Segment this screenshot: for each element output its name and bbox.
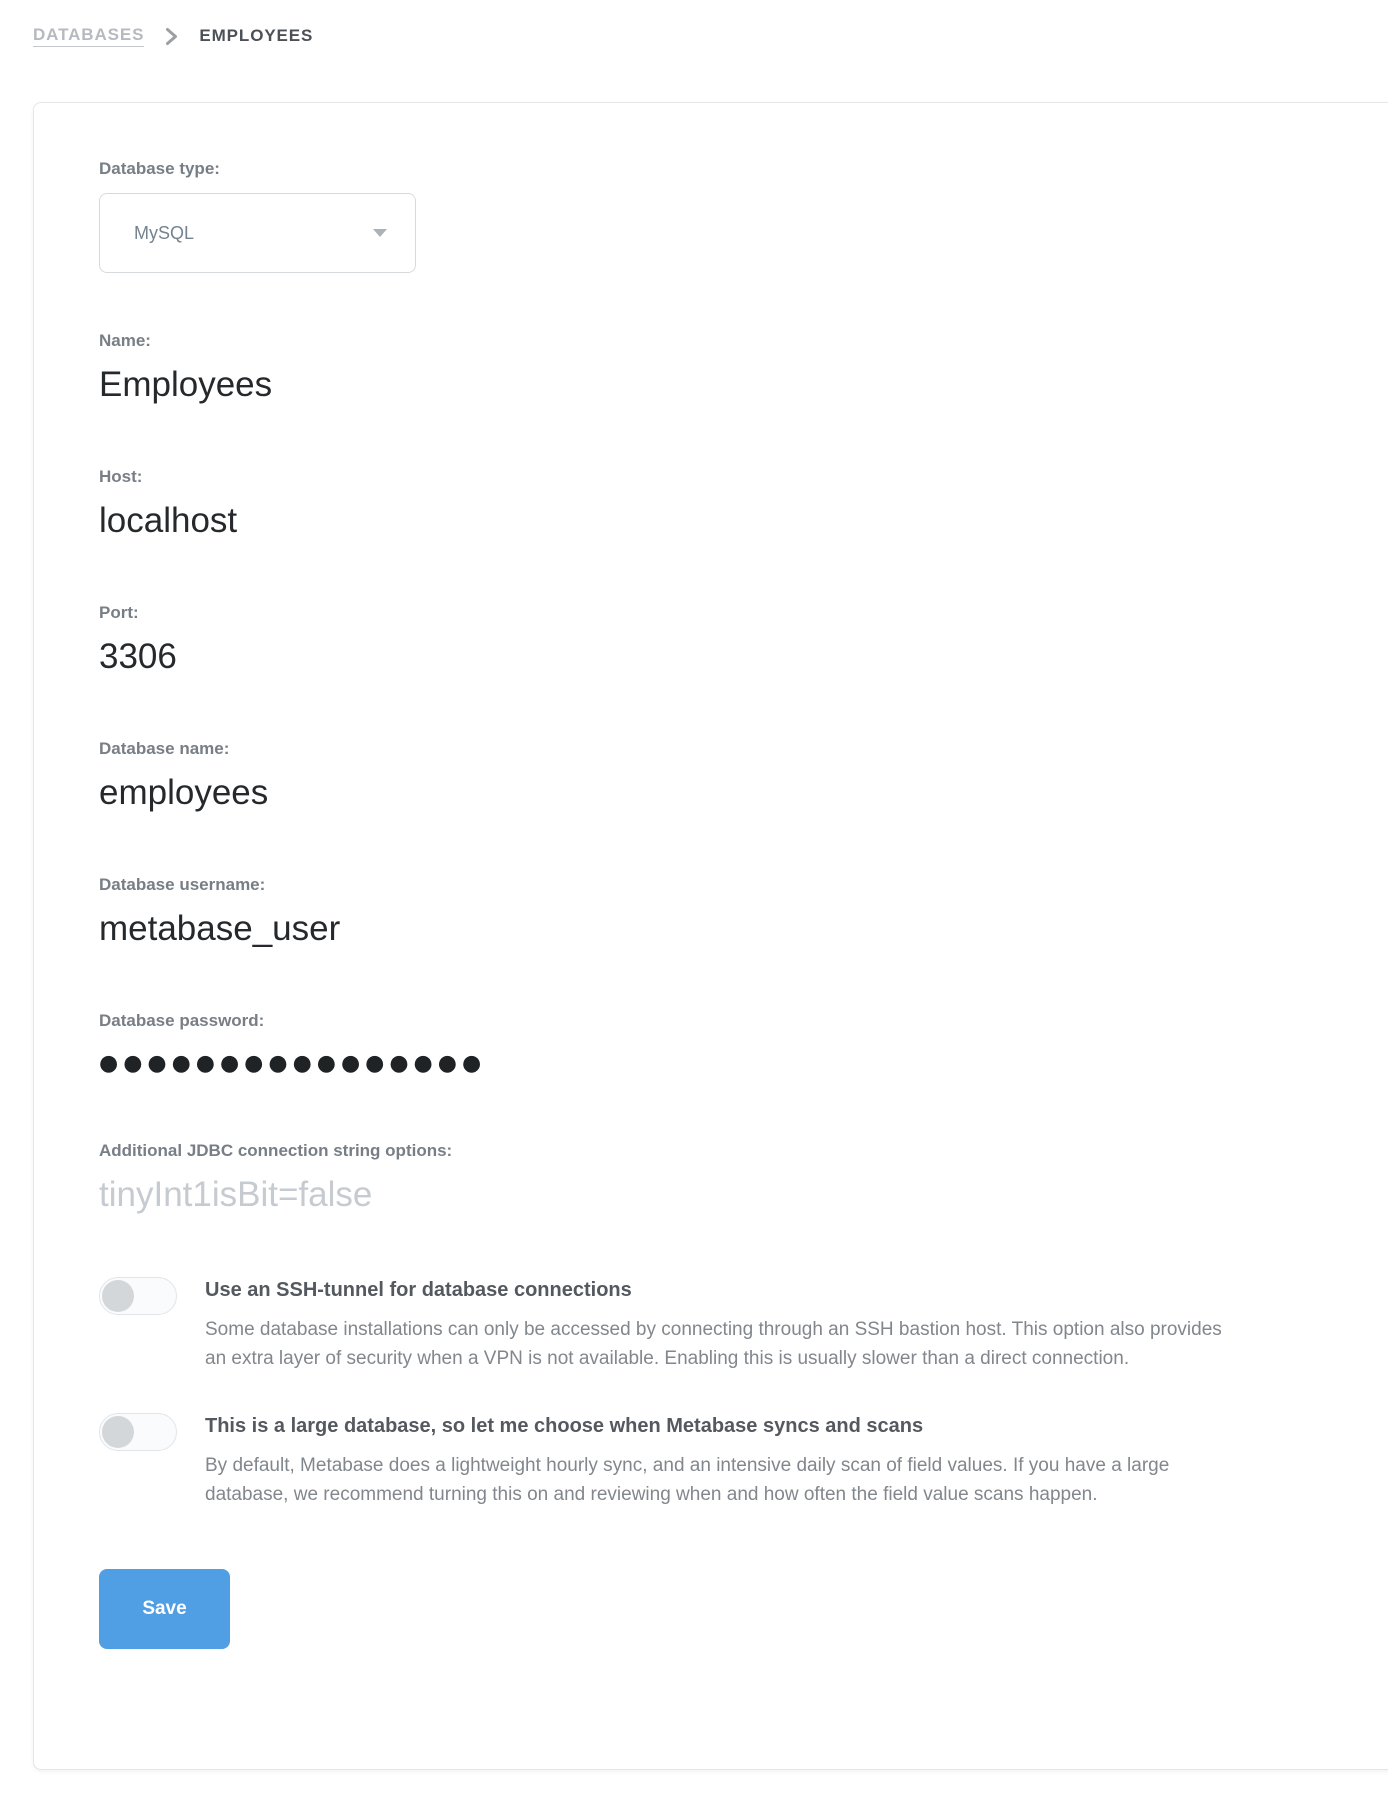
large-database-toggle[interactable] — [99, 1413, 177, 1451]
port-label: Port: — [99, 603, 139, 622]
name-input[interactable] — [99, 361, 1280, 409]
database-name-group — [99, 739, 1342, 817]
breadcrumb — [33, 25, 313, 47]
database-type-value: MySQL — [134, 222, 195, 243]
large-database-description: By default, Metabase does a lightweight hourly sync, and an intensive daily scan of field values. If you have a large database, we recommend turning this on and reviewing when and how often the field value scans happen. — [205, 1455, 1170, 1505]
large-database-title: This is a large database, so let me choose when Metabase syncs and scans — [205, 1415, 924, 1437]
name-label: Name: — [99, 331, 151, 350]
port-group — [99, 603, 1342, 681]
jdbc-options-label: Additional JDBC connection string options: — [99, 1141, 453, 1160]
toggle-knob — [102, 1280, 134, 1312]
ssh-tunnel-toggle[interactable] — [99, 1277, 177, 1315]
ssh-tunnel-title: Use an SSH-tunnel for database connections — [205, 1279, 632, 1301]
database-edit-card — [33, 102, 1388, 1770]
host-group — [99, 467, 1342, 545]
database-name-label: Database name: — [99, 739, 230, 758]
database-username-label: Database username: — [99, 875, 266, 894]
host-input[interactable] — [99, 497, 1280, 545]
chevron-down-icon — [373, 229, 387, 237]
large-database-row — [99, 1413, 1342, 1509]
ssh-tunnel-description: Some database installations can only be accessed by connecting through an SSH bastion host. This option also provides an extra layer of security when a VPN is not available. Enabling this is usually slower than a direct connection. — [205, 1319, 1222, 1369]
jdbc-options-input[interactable] — [99, 1171, 1280, 1219]
ssh-tunnel-row — [99, 1277, 1342, 1373]
port-input[interactable] — [99, 633, 1280, 681]
name-group — [99, 331, 1342, 409]
large-database-text — [205, 1413, 1240, 1509]
breadcrumb-link-databases[interactable]: DATABASES — [33, 25, 144, 47]
host-label: Host: — [99, 467, 143, 486]
jdbc-options-group — [99, 1141, 1342, 1219]
database-type-select[interactable] — [99, 193, 416, 273]
chevron-right-icon — [165, 27, 178, 46]
ssh-tunnel-text — [205, 1277, 1240, 1373]
database-name-input[interactable] — [99, 769, 1280, 817]
database-type-label: Database type: — [99, 159, 220, 178]
database-username-input[interactable] — [99, 905, 1280, 953]
database-username-group — [99, 875, 1342, 953]
database-password-input[interactable]: ●●●●●●●●●●●●●●●● — [99, 1050, 487, 1076]
breadcrumb-current: EMPLOYEES — [199, 26, 314, 45]
database-password-group — [99, 1011, 1342, 1083]
save-button[interactable]: Save — [99, 1569, 230, 1649]
toggle-knob — [102, 1416, 134, 1448]
database-password-label: Database password: — [99, 1011, 265, 1030]
database-type-group — [99, 159, 1342, 273]
